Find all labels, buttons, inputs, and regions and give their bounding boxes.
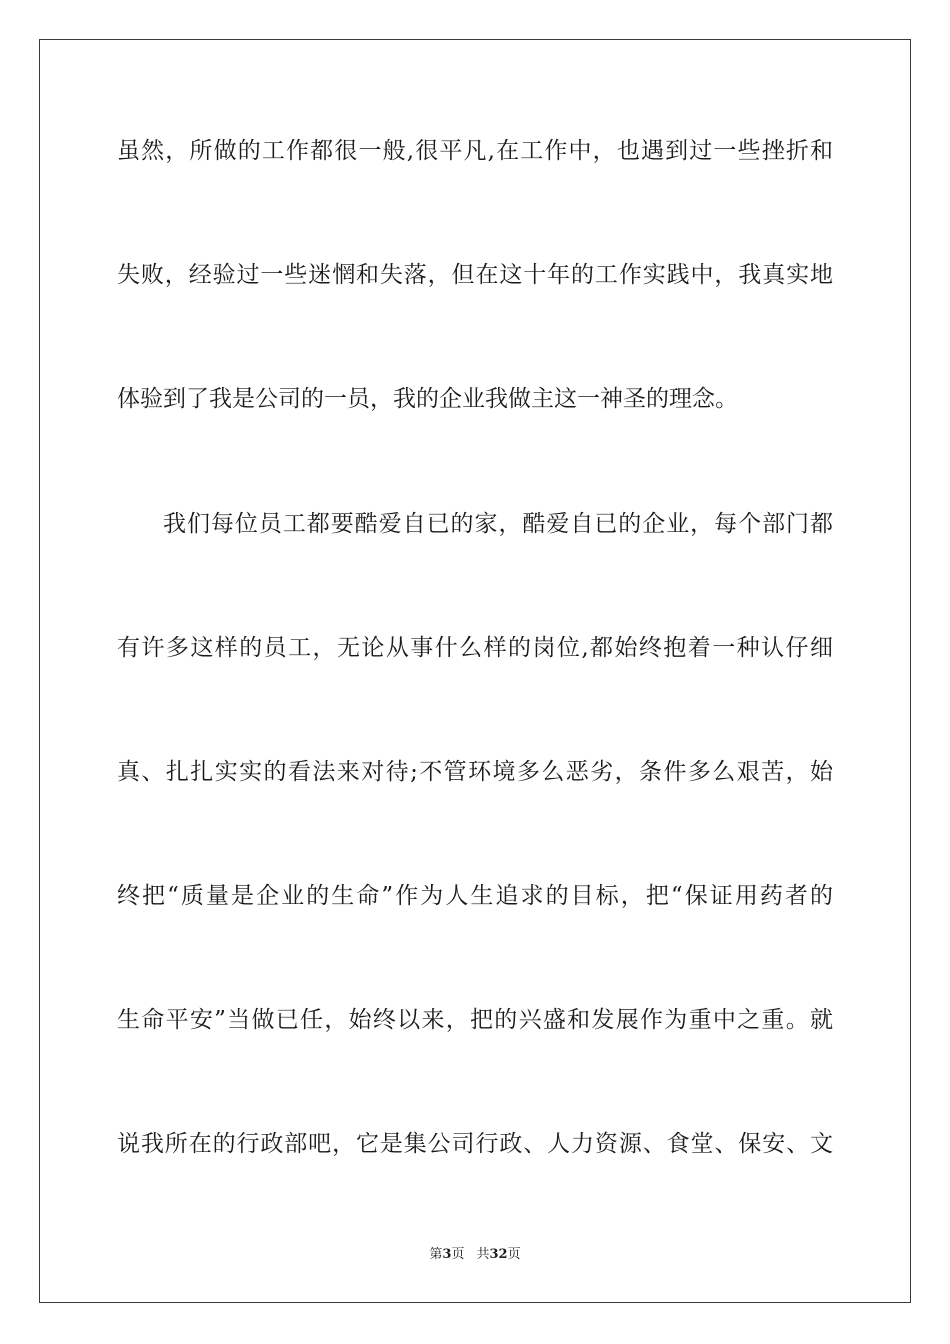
body-line-7: 终把“质量是企业的生命”作为人生追求的目标，把“保证用药者的	[117, 883, 833, 909]
footer-total-prefix: 共	[476, 1247, 490, 1262]
footer-page-number: 3	[442, 1247, 452, 1262]
page-border	[39, 39, 911, 1303]
body-line-3: 体验到了我是公司的一员，我的企业我做主这一神圣的理念。	[117, 386, 738, 412]
body-line-2: 失败，经验过一些迷惘和失落，但在这十年的工作实践中，我真实地	[117, 262, 833, 288]
body-line-1: 虽然，所做的工作都很一般,很平凡,在工作中，也遇到过一些挫折和	[117, 138, 833, 164]
body-line-4: 我们每位员工都要酷爱自已的家，酷爱自已的企业，每个部门都	[163, 511, 833, 537]
footer-page-suffix: 页	[451, 1247, 465, 1262]
footer-page-prefix: 第	[429, 1247, 443, 1262]
page-footer	[0, 1246, 950, 1264]
body-line-5: 有许多这样的员工，无论从事什么样的岗位,都始终抱着一种认仔细	[117, 635, 833, 661]
body-line-9: 说我所在的行政部吧，它是集公司行政、人力资源、食堂、保安、文	[117, 1131, 833, 1157]
body-line-8: 生命平安”当做已任，始终以来，把的兴盛和发展作为重中之重。就	[117, 1007, 833, 1033]
body-line-6: 真、扎扎实实的看法来对待;不管环境多么恶劣，条件多么艰苦，始	[117, 759, 833, 785]
footer-total-suffix: 页	[507, 1247, 521, 1262]
footer-total-pages: 32	[489, 1247, 508, 1262]
